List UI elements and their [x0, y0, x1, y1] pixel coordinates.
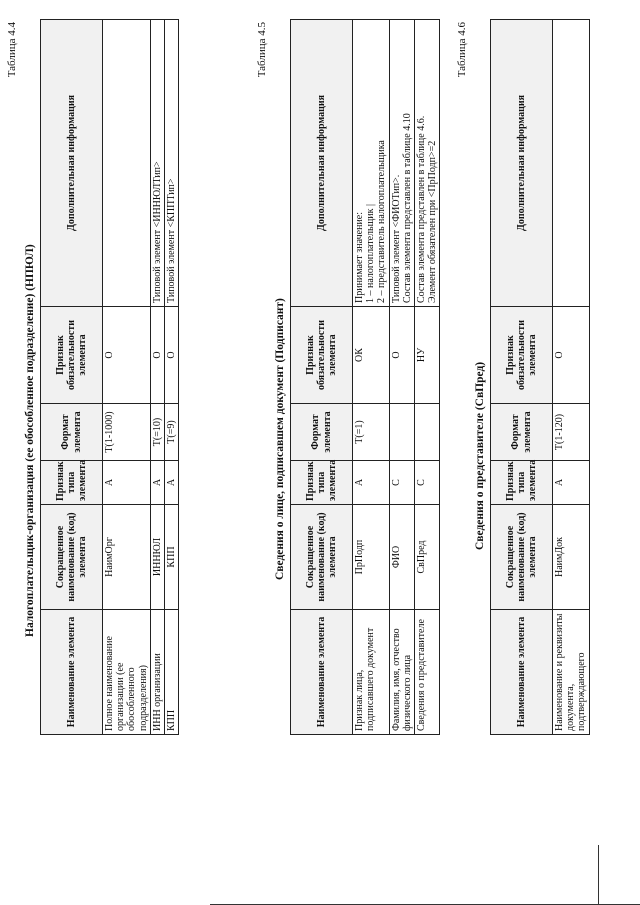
table-row [164, 20, 178, 735]
table-4-5 [290, 19, 440, 735]
cell [353, 20, 390, 307]
cell [389, 20, 414, 307]
table-row [553, 20, 590, 735]
cell: А [353, 461, 390, 505]
cell-line: Состав элемента представлен в таблице 4.6. [415, 115, 427, 303]
col-header: Признак обязательности элемента [41, 307, 103, 404]
table-header-row [291, 20, 353, 735]
col-header: Признак типа элемента [291, 461, 353, 505]
col-header: Признак обязательности элемента [491, 307, 553, 404]
cell-line: 1 – налогоплательщик | [365, 203, 377, 303]
cell: С [389, 461, 414, 505]
cell: T(=9) [164, 404, 178, 461]
cell: T(=10) [150, 404, 164, 461]
table-header-row [491, 20, 553, 735]
col-header: Признак обязательности элемента [291, 307, 353, 404]
cell: О [103, 307, 151, 404]
cell: Типовой элемент <ИННЮЛТип> [150, 20, 164, 307]
table-header-row [41, 20, 103, 735]
col-header: Наименование элемента [41, 610, 103, 735]
cell: КПП [164, 610, 178, 735]
cell: НУ [414, 307, 439, 404]
cell: О [164, 307, 178, 404]
col-header: Дополнительная информация [291, 20, 353, 307]
col-header: Формат элемента [291, 404, 353, 461]
col-header: Признак типа элемента [41, 461, 103, 505]
cell: T(1-120) [553, 404, 590, 461]
cell-line: Состав элемента представлен в таблице 4.10 [401, 113, 413, 303]
cell-line: 2 – представитель налогоплательщика [376, 140, 388, 303]
scan-edge-line [598, 845, 599, 905]
table-number: Таблица 4.6 [456, 22, 468, 78]
col-header: Дополнительная информация [491, 20, 553, 307]
col-header: Сокращенное наименование (код) элемента [491, 505, 553, 610]
cell: А [553, 461, 590, 505]
col-header: Наименование элемента [491, 610, 553, 735]
table-row [353, 20, 390, 735]
cell: НаимДок [553, 505, 590, 610]
cell: Наименование и реквизиты документа, подтверждающего [553, 610, 590, 735]
cell: Типовой элемент <КППТип> [164, 20, 178, 307]
cell: T(=1) [353, 404, 390, 461]
cell [553, 20, 590, 307]
cell: ОК [353, 307, 390, 404]
cell: О [150, 307, 164, 404]
cell: КПП [164, 505, 178, 610]
table-title: Сведения о лице, подписавшем документ (Подписант) [274, 298, 286, 580]
cell [103, 20, 151, 307]
cell: ИНН организации [150, 610, 164, 735]
cell: СвПред [414, 505, 439, 610]
table-title: Сведения о представителе (СвПред) [474, 361, 486, 550]
table-row [389, 20, 414, 735]
cell: О [553, 307, 590, 404]
cell [414, 20, 439, 307]
cell [414, 404, 439, 461]
cell: Признак лица, подписавшего документ [353, 610, 390, 735]
cell: А [150, 461, 164, 505]
col-header: Сокращенное наименование (код) элемента [41, 505, 103, 610]
cell: ФИО [389, 505, 414, 610]
col-header: Дополнительная информация [41, 20, 103, 307]
table-row [103, 20, 151, 735]
cell: Сведения о представителе [414, 610, 439, 735]
cell: НаимОрг [103, 505, 151, 610]
table-row [414, 20, 439, 735]
cell: С [414, 461, 439, 505]
table-number: Таблица 4.5 [256, 22, 268, 78]
col-header: Признак типа элемента [491, 461, 553, 505]
cell: А [164, 461, 178, 505]
table-title: Налогоплательщик-организация (ее обособленное подразделение) (НПЮЛ) [24, 244, 36, 637]
table-number: Таблица 4.4 [6, 22, 18, 78]
cell-line: Элемент обязателен при <ПрПодп>=2 [427, 140, 439, 303]
cell: T(1-1000) [103, 404, 151, 461]
table-4-6 [490, 19, 590, 735]
cell: Полное наименование организации (ее обособленного подразделения) [103, 610, 151, 735]
cell: ПрПодп [353, 505, 390, 610]
cell [389, 404, 414, 461]
cell: ИННЮЛ [150, 505, 164, 610]
cell: А [103, 461, 151, 505]
cell: О [389, 307, 414, 404]
cell: Фамилия, имя, отчество физического лица [389, 610, 414, 735]
col-header: Формат элемента [41, 404, 103, 461]
table-row [150, 20, 164, 735]
table-4-4 [40, 19, 179, 735]
col-header: Сокращенное наименование (код) элемента [291, 505, 353, 610]
cell-line: Принимает значение: [354, 211, 365, 303]
cell-line: Типовой элемент <ФИОТип>. [390, 174, 402, 303]
col-header: Формат элемента [491, 404, 553, 461]
col-header: Наименование элемента [291, 610, 353, 735]
